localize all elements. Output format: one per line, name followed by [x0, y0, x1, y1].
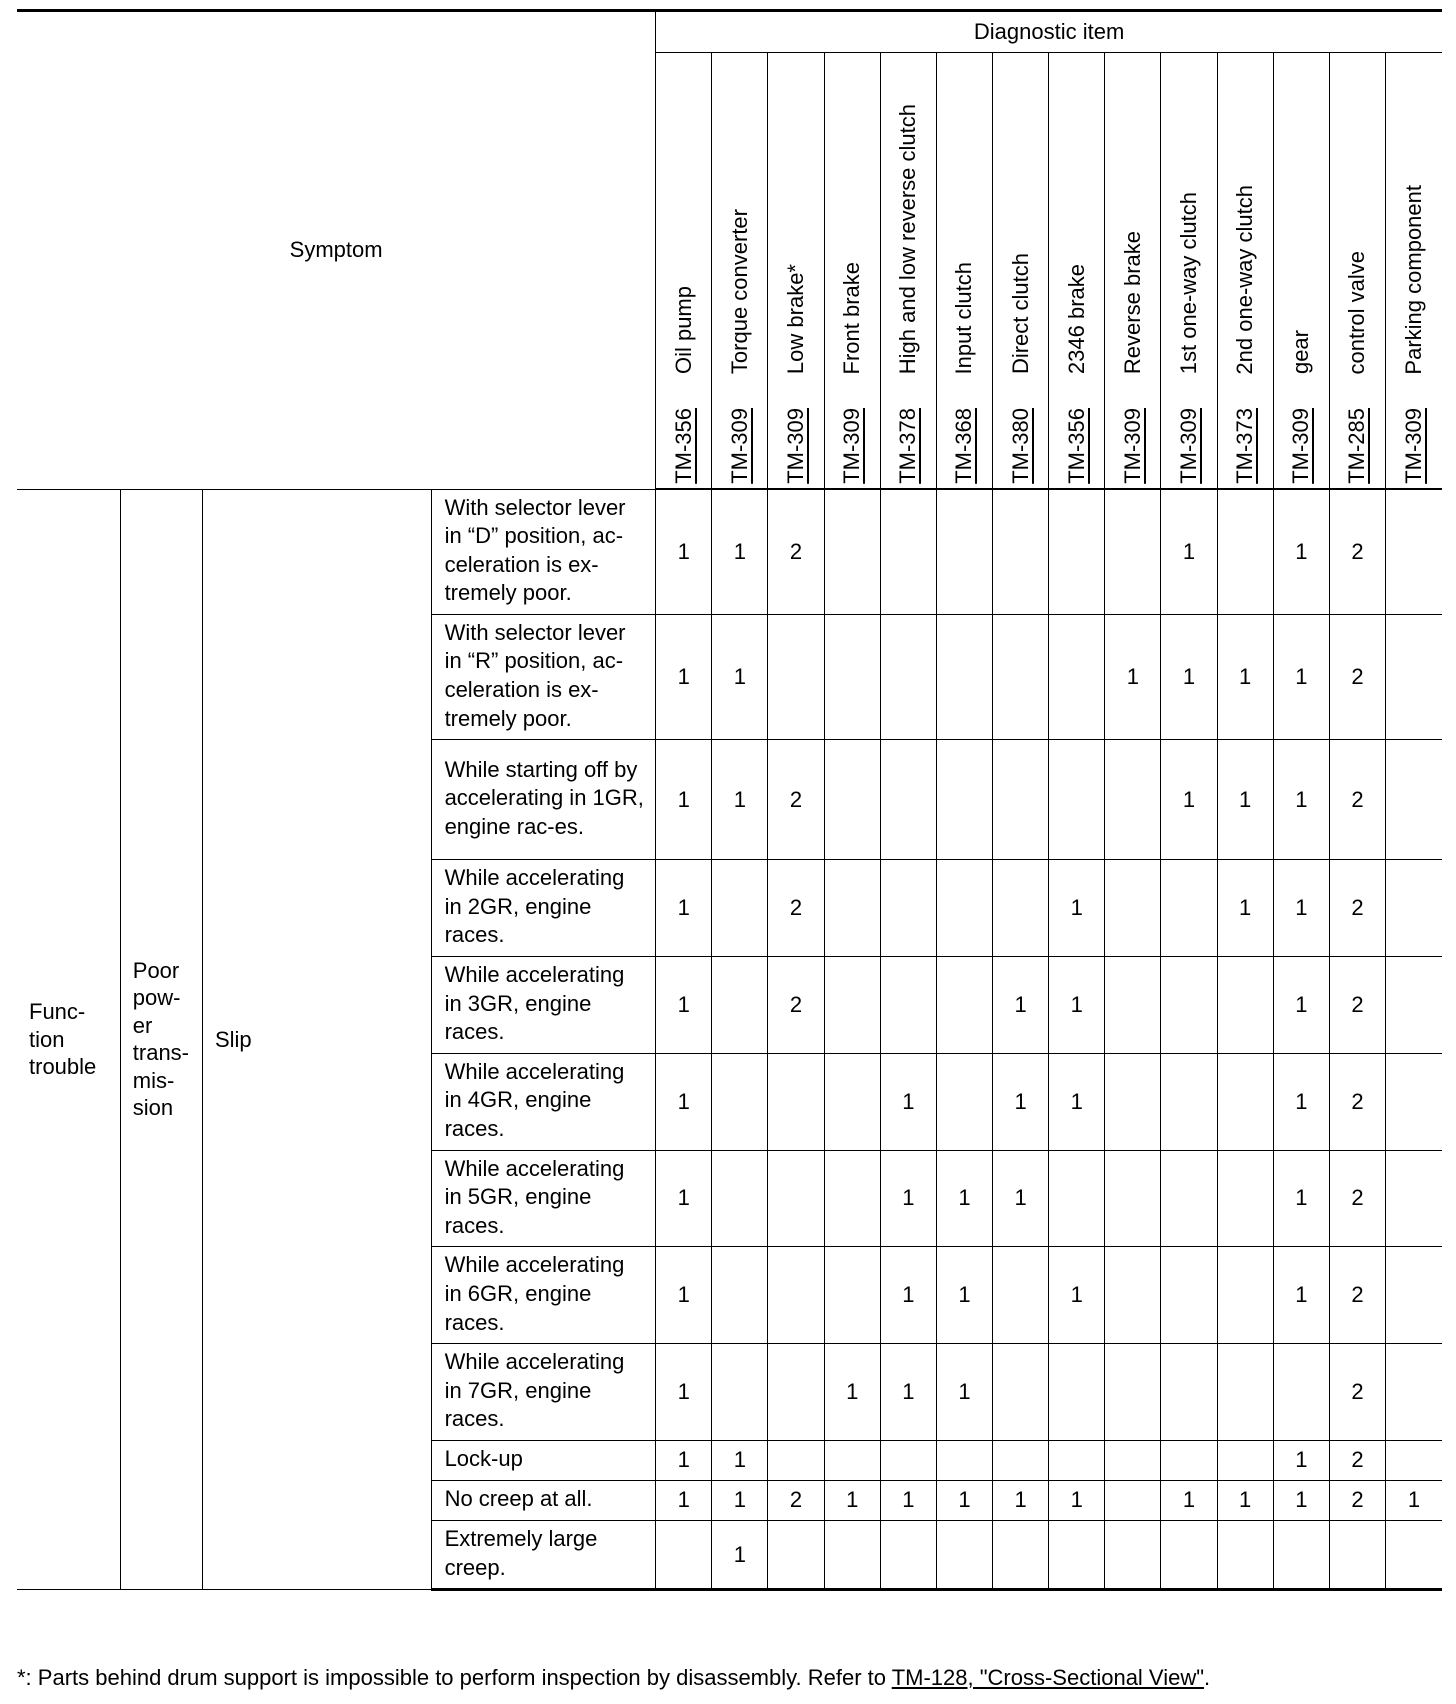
- column-name: 2346 brake: [1063, 264, 1089, 375]
- column-header-wrap: [656, 54, 711, 484]
- value-cell: 1: [656, 957, 712, 1054]
- value-cell: [1217, 1053, 1273, 1150]
- value-cell: 1: [1273, 614, 1329, 739]
- column-name: control valve: [1344, 250, 1370, 375]
- value-cell: [712, 1247, 768, 1344]
- value-cell: [712, 1053, 768, 1150]
- value-cell: [1386, 489, 1442, 614]
- value-cell: 2: [1329, 614, 1385, 739]
- value-cell: 1: [880, 1344, 936, 1441]
- value-cell: [1161, 1150, 1217, 1247]
- value-cell: [1386, 740, 1442, 860]
- value-cell: 1: [824, 1344, 880, 1441]
- footnote-reference-link[interactable]: TM-128, "Cross-Sectional View": [891, 1665, 1205, 1690]
- value-cell: [880, 1520, 936, 1589]
- value-cell: [1105, 957, 1161, 1054]
- column-reference-link[interactable]: TM-309: [839, 408, 865, 484]
- value-cell: [1273, 1344, 1329, 1441]
- value-cell: [1049, 1150, 1105, 1247]
- value-cell: [1217, 1247, 1273, 1344]
- footnote-end: .: [1204, 1665, 1211, 1690]
- value-cell: 1: [1105, 614, 1161, 739]
- column-header-wrap: [768, 54, 823, 484]
- value-cell: 1: [993, 1053, 1049, 1150]
- value-cell: [768, 614, 824, 739]
- value-cell: [824, 860, 880, 957]
- column-reference-link[interactable]: TM-378: [895, 408, 921, 484]
- value-cell: 1: [824, 1480, 880, 1520]
- value-cell: 2: [768, 740, 824, 860]
- value-cell: 1: [1273, 489, 1329, 614]
- value-cell: [1161, 1344, 1217, 1441]
- column-header: [1161, 53, 1217, 490]
- value-cell: [1386, 1344, 1442, 1441]
- column-reference-link[interactable]: TM-309: [726, 408, 752, 484]
- symptom-description: While accelerating in 6GR, engine races.: [431, 1247, 656, 1344]
- value-cell: 1: [1161, 614, 1217, 739]
- column-header-wrap: [1386, 54, 1442, 484]
- value-cell: 2: [1329, 1344, 1385, 1441]
- column-name: Reverse brake: [1119, 231, 1145, 375]
- column-header: [1329, 53, 1385, 490]
- column-header: [824, 53, 880, 490]
- column-header: [1049, 53, 1105, 490]
- value-cell: [768, 1150, 824, 1247]
- symptom-description: With selector lever in “D” position, ac-celeration is ex-tremely poor.: [431, 489, 656, 614]
- value-cell: [993, 489, 1049, 614]
- column-header-wrap: [881, 54, 936, 484]
- value-cell: 1: [880, 1247, 936, 1344]
- value-cell: [993, 614, 1049, 739]
- symptom-description: While accelerating in 3GR, engine races.: [431, 957, 656, 1054]
- column-header-wrap: [937, 54, 992, 484]
- column-reference-link[interactable]: TM-309: [1119, 408, 1145, 484]
- value-cell: [824, 1247, 880, 1344]
- column-reference-link[interactable]: TM-380: [1007, 408, 1033, 484]
- value-cell: [768, 1247, 824, 1344]
- symptom-description: With selector lever in “R” position, ac-celeration is ex-tremely poor.: [431, 614, 656, 739]
- value-cell: 1: [880, 1480, 936, 1520]
- value-cell: [768, 1520, 824, 1589]
- value-cell: 1: [936, 1247, 992, 1344]
- value-cell: [936, 740, 992, 860]
- value-cell: [1217, 957, 1273, 1054]
- value-cell: 1: [1049, 1480, 1105, 1520]
- value-cell: [712, 957, 768, 1054]
- value-cell: [993, 740, 1049, 860]
- symptom-category: Func- tion trouble: [17, 489, 120, 1590]
- symptom-type: Slip: [202, 489, 431, 1590]
- value-cell: [1386, 1053, 1442, 1150]
- value-cell: [936, 860, 992, 957]
- value-cell: [936, 614, 992, 739]
- column-name: gear: [1288, 330, 1314, 375]
- column-reference-link[interactable]: TM-356: [670, 408, 696, 484]
- value-cell: [880, 740, 936, 860]
- value-cell: 1: [656, 1053, 712, 1150]
- column-reference-link[interactable]: TM-309: [1288, 408, 1314, 484]
- value-cell: 1: [1049, 860, 1105, 957]
- value-cell: [1105, 1247, 1161, 1344]
- value-cell: 1: [1273, 740, 1329, 860]
- value-cell: [824, 614, 880, 739]
- value-cell: [824, 1053, 880, 1150]
- symptom-description: Lock-up: [431, 1440, 656, 1480]
- value-cell: [768, 1053, 824, 1150]
- value-cell: 1: [993, 957, 1049, 1054]
- value-cell: [993, 860, 1049, 957]
- value-cell: [1105, 1480, 1161, 1520]
- value-cell: 1: [936, 1344, 992, 1441]
- value-cell: [1273, 1520, 1329, 1589]
- value-cell: [1329, 1520, 1385, 1589]
- value-cell: [1161, 1247, 1217, 1344]
- value-cell: [1105, 860, 1161, 957]
- column-name: 1st one-way clutch: [1176, 192, 1202, 375]
- value-cell: [936, 1440, 992, 1480]
- column-header: [880, 53, 936, 490]
- symptom-description: While accelerating in 2GR, engine races.: [431, 860, 656, 957]
- value-cell: [1105, 489, 1161, 614]
- value-cell: 1: [656, 1150, 712, 1247]
- value-cell: [936, 1053, 992, 1150]
- column-name: 2nd one-way clutch: [1232, 184, 1258, 375]
- value-cell: 1: [936, 1480, 992, 1520]
- symptom-description: While accelerating in 4GR, engine races.: [431, 1053, 656, 1150]
- column-name: Parking component: [1401, 184, 1427, 375]
- value-cell: 1: [1049, 1053, 1105, 1150]
- value-cell: 2: [1329, 489, 1385, 614]
- column-header-wrap: [1218, 54, 1273, 484]
- value-cell: 2: [768, 1480, 824, 1520]
- value-cell: [936, 489, 992, 614]
- value-cell: 1: [656, 860, 712, 957]
- value-cell: 1: [1273, 1480, 1329, 1520]
- value-cell: 1: [880, 1053, 936, 1150]
- column-header: [936, 53, 992, 490]
- value-cell: [1217, 1344, 1273, 1441]
- value-cell: 1: [1217, 860, 1273, 957]
- value-cell: 1: [656, 1247, 712, 1344]
- value-cell: [1105, 1150, 1161, 1247]
- value-cell: [993, 1520, 1049, 1589]
- value-cell: [1049, 1520, 1105, 1589]
- value-cell: 1: [656, 1440, 712, 1480]
- value-cell: 2: [1329, 860, 1385, 957]
- value-cell: [1161, 1440, 1217, 1480]
- value-cell: 1: [656, 1480, 712, 1520]
- column-reference-link[interactable]: TM-285: [1344, 408, 1370, 484]
- value-cell: 1: [712, 614, 768, 739]
- column-reference-link[interactable]: TM-309: [783, 408, 809, 484]
- value-cell: [1217, 489, 1273, 614]
- value-cell: 1: [1161, 1480, 1217, 1520]
- value-cell: [712, 1344, 768, 1441]
- column-header-wrap: [1274, 54, 1329, 484]
- value-cell: [880, 614, 936, 739]
- column-name: Input clutch: [951, 261, 977, 375]
- column-name: Low brake*: [783, 264, 809, 375]
- value-cell: 2: [1329, 740, 1385, 860]
- column-header: [656, 53, 712, 490]
- value-cell: [1386, 860, 1442, 957]
- symptom-description: No creep at all.: [431, 1480, 656, 1520]
- column-header-wrap: [1105, 54, 1160, 484]
- column-reference-link[interactable]: TM-373: [1232, 408, 1258, 484]
- value-cell: [824, 1150, 880, 1247]
- value-cell: 1: [1273, 1053, 1329, 1150]
- value-cell: [1386, 1520, 1442, 1589]
- value-cell: [1217, 1520, 1273, 1589]
- value-cell: 1: [656, 740, 712, 860]
- value-cell: 1: [1049, 957, 1105, 1054]
- value-cell: [824, 957, 880, 1054]
- column-header-wrap: [1049, 54, 1104, 484]
- value-cell: [824, 740, 880, 860]
- value-cell: [1049, 1344, 1105, 1441]
- value-cell: [656, 1520, 712, 1589]
- value-cell: [936, 1520, 992, 1589]
- value-cell: [880, 489, 936, 614]
- value-cell: 1: [1273, 1440, 1329, 1480]
- value-cell: 1: [1217, 614, 1273, 739]
- value-cell: [1386, 1440, 1442, 1480]
- value-cell: [712, 1150, 768, 1247]
- value-cell: 1: [1217, 1480, 1273, 1520]
- value-cell: [993, 1440, 1049, 1480]
- value-cell: 1: [1217, 740, 1273, 860]
- value-cell: 1: [712, 489, 768, 614]
- column-header-wrap: [1330, 54, 1385, 484]
- value-cell: [768, 1344, 824, 1441]
- symptom-subcategory: Poor pow- er trans- mis- sion: [120, 489, 202, 1590]
- column-reference-link[interactable]: TM-309: [1176, 408, 1202, 484]
- column-header: [1217, 53, 1273, 490]
- value-cell: 2: [768, 860, 824, 957]
- value-cell: [1386, 614, 1442, 739]
- value-cell: 2: [1329, 1440, 1385, 1480]
- value-cell: 1: [1161, 489, 1217, 614]
- value-cell: [1105, 1344, 1161, 1441]
- symptom-description: Extremely large creep.: [431, 1520, 656, 1589]
- column-header: [768, 53, 824, 490]
- column-reference-link[interactable]: TM-356: [1063, 408, 1089, 484]
- table-row: [17, 489, 1442, 614]
- value-cell: [712, 860, 768, 957]
- value-cell: 1: [880, 1150, 936, 1247]
- column-reference-link[interactable]: TM-309: [1401, 408, 1427, 484]
- value-cell: 1: [712, 1520, 768, 1589]
- column-header-wrap: [712, 54, 767, 484]
- footnote-text: *: Parts behind drum support is impossible to perform inspection by disassembly. Refer to: [17, 1665, 892, 1690]
- value-cell: 2: [1329, 1053, 1385, 1150]
- value-cell: [1049, 489, 1105, 614]
- value-cell: [1386, 1247, 1442, 1344]
- value-cell: [1161, 957, 1217, 1054]
- value-cell: [824, 489, 880, 614]
- value-cell: 1: [712, 1480, 768, 1520]
- value-cell: [1049, 614, 1105, 739]
- value-cell: [824, 1520, 880, 1589]
- value-cell: 1: [936, 1150, 992, 1247]
- value-cell: [1049, 1440, 1105, 1480]
- value-cell: [1386, 1150, 1442, 1247]
- symptom-description: While accelerating in 7GR, engine races.: [431, 1344, 656, 1441]
- symptom-description: While starting off by accelerating in 1GR, engine rac-es.: [431, 740, 656, 860]
- symptom-description: While accelerating in 5GR, engine races.: [431, 1150, 656, 1247]
- column-header: [1273, 53, 1329, 490]
- value-cell: [1161, 1053, 1217, 1150]
- value-cell: 2: [1329, 1247, 1385, 1344]
- value-cell: 2: [768, 957, 824, 1054]
- column-name: Front brake: [839, 261, 865, 375]
- value-cell: 1: [1273, 1247, 1329, 1344]
- value-cell: 1: [1049, 1247, 1105, 1344]
- table-body: [17, 489, 1442, 1590]
- value-cell: 2: [1329, 1150, 1385, 1247]
- diagnosis-table: [17, 11, 1442, 1591]
- column-name: Oil pump: [670, 286, 696, 375]
- column-header-wrap: [993, 54, 1048, 484]
- value-cell: 1: [712, 1440, 768, 1480]
- value-cell: [1217, 1440, 1273, 1480]
- value-cell: 1: [656, 614, 712, 739]
- column-name: High and low reverse clutch: [895, 103, 921, 375]
- value-cell: [1105, 1053, 1161, 1150]
- value-cell: 1: [656, 489, 712, 614]
- column-header: [1386, 53, 1442, 490]
- value-cell: [1161, 860, 1217, 957]
- header-row-1: [17, 11, 1442, 53]
- value-cell: [993, 1247, 1049, 1344]
- value-cell: 1: [1161, 740, 1217, 860]
- value-cell: [993, 1344, 1049, 1441]
- value-cell: 1: [1273, 1150, 1329, 1247]
- column-header-wrap: [1161, 54, 1216, 484]
- value-cell: 1: [712, 740, 768, 860]
- column-reference-link[interactable]: TM-368: [951, 408, 977, 484]
- value-cell: [1386, 957, 1442, 1054]
- value-cell: [1049, 740, 1105, 860]
- value-cell: [1217, 1150, 1273, 1247]
- value-cell: 1: [993, 1150, 1049, 1247]
- column-name: Direct clutch: [1007, 253, 1033, 375]
- value-cell: [1161, 1520, 1217, 1589]
- value-cell: [1105, 740, 1161, 860]
- value-cell: [880, 860, 936, 957]
- column-header: [1105, 53, 1161, 490]
- value-cell: 2: [1329, 957, 1385, 1054]
- value-cell: [880, 1440, 936, 1480]
- value-cell: [768, 1440, 824, 1480]
- column-header-wrap: [825, 54, 880, 484]
- symptom-header: Symptom: [17, 11, 656, 489]
- value-cell: [880, 957, 936, 1054]
- footnote: [17, 1665, 1210, 1691]
- value-cell: 1: [1386, 1480, 1442, 1520]
- diagnostic-item-header: Diagnostic item: [656, 11, 1442, 53]
- column-header: [712, 53, 768, 490]
- value-cell: [936, 957, 992, 1054]
- value-cell: 1: [656, 1344, 712, 1441]
- value-cell: 1: [1273, 860, 1329, 957]
- value-cell: [1105, 1520, 1161, 1589]
- value-cell: [1105, 1440, 1161, 1480]
- column-header: [993, 53, 1049, 490]
- value-cell: [824, 1440, 880, 1480]
- value-cell: 2: [768, 489, 824, 614]
- column-name: Torque converter: [726, 209, 752, 375]
- value-cell: 2: [1329, 1480, 1385, 1520]
- value-cell: 1: [1273, 957, 1329, 1054]
- value-cell: 1: [993, 1480, 1049, 1520]
